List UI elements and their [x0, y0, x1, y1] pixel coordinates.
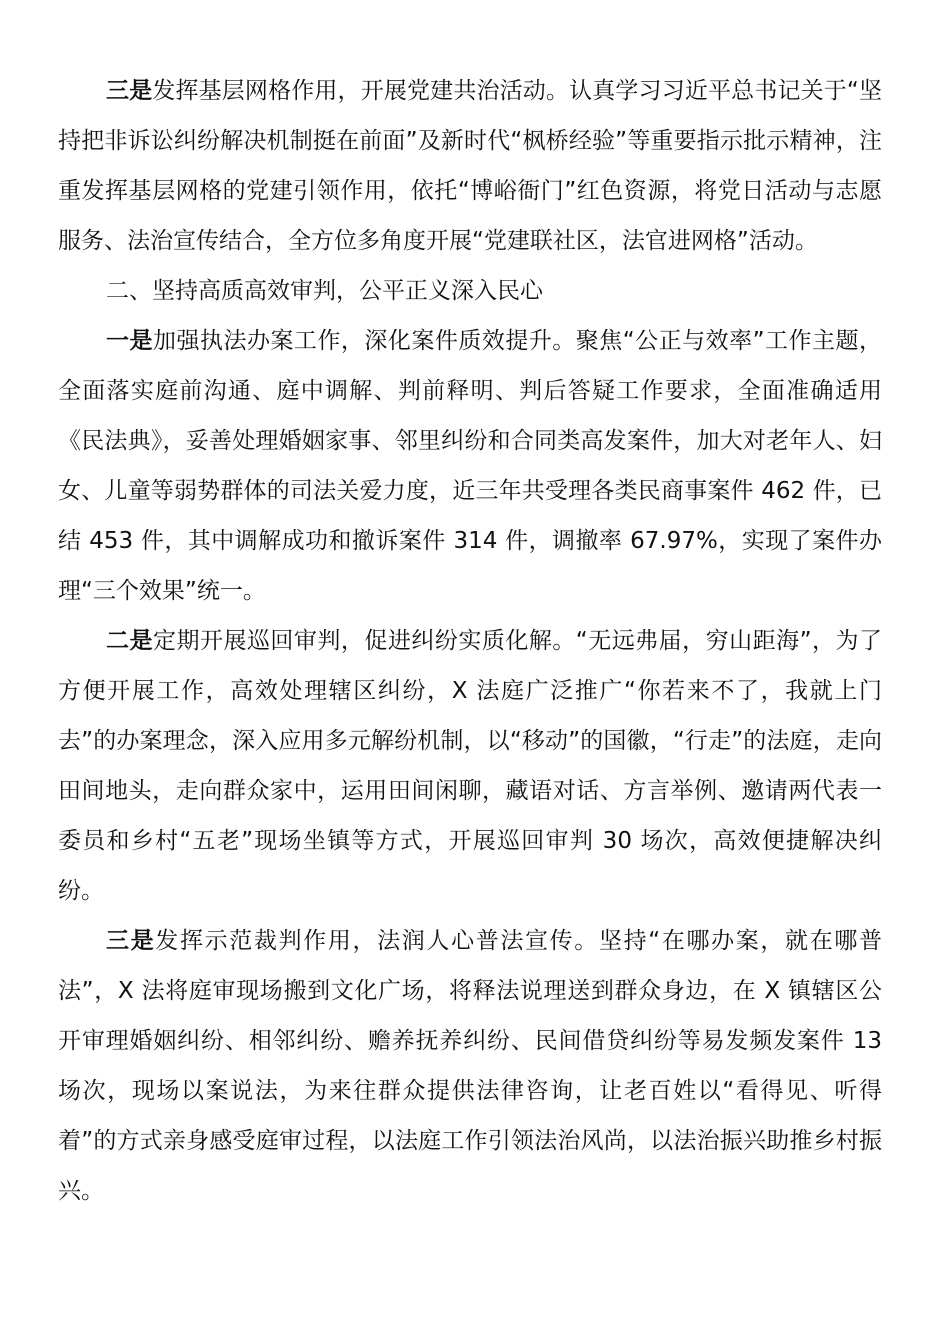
paragraph-lead: 三是: [106, 928, 156, 954]
paragraph-lead: 三是: [106, 78, 153, 104]
paragraph-grid-party-building: [58, 66, 882, 266]
paragraph-text: 发挥示范裁判作用，法润人心普法宣传。坚持“在哪办案，就在哪普法”，X 法将庭审现场搬到文化广场，将释法说理送到群众身边，在 X 镇辖区公开审理婚姻纠纷、相邻纠纷、赡养抚养纠纷、民间借贷纠纷等易发频发案件 13 场次，现场以案说法，为来往群众提供法律咨询，让老百姓以“看得见、听得着”的方式亲身感受庭审过程，以法庭工作引领法治风尚，以法治振兴助推乡村振兴。: [58, 928, 882, 1204]
paragraph-lead: 一是: [106, 328, 153, 354]
paragraph-text: 发挥基层网格作用，开展党建共治活动。认真学习习近平总书记关于“坚持把非诉讼纠纷解决机制挺在前面”及新时代“枫桥经验”等重要指示批示精神，注重发挥基层网格的党建引领作用，依托“博峪衙门”红色资源，将党日活动与志愿服务、法治宣传结合，全方位多角度开展“党建联社区，法官进网格”活动。: [58, 78, 882, 254]
section-heading: 二、坚持高质高效审判，公平正义深入民心: [106, 278, 543, 304]
paragraph-text: 定期开展巡回审判，促进纠纷实质化解。“无远弗届，穷山距海”，为了方便开展工作，高效处理辖区纠纷，X 法庭广泛推广“你若来不了，我就上门去”的办案理念，深入应用多元解纷机制，以“移动”的国徽，“行走”的法庭，走向田间地头，走向群众家中，运用田间闲聊，藏语对话、方言举例、邀请两代表一委员和乡村“五老”现场坐镇等方式，开展巡回审判 30 场次，高效便捷解决纠纷。: [58, 628, 882, 904]
paragraph-lead: 二是: [106, 628, 153, 654]
paragraph-text: 加强执法办案工作，深化案件质效提升。聚焦“公正与效率”工作主题，全面落实庭前沟通、庭中调解、判前释明、判后答疑工作要求，全面准确适用《民法典》，妥善处理婚姻家事、邻里纠纷和合同类高发案件，加大对老年人、妇女、儿童等弱势群体的司法关爱力度，近三年共受理各类民商事案件 462 件，已结 453 件，其中调解成功和撤诉案件 314 件，调撤率 67.97%，实现了案件办理“三个效果”统一。: [58, 328, 882, 604]
paragraph-case-handling: [58, 316, 882, 616]
paragraph-circuit-trial: [58, 616, 882, 916]
paragraph-model-judgment: [58, 916, 882, 1216]
